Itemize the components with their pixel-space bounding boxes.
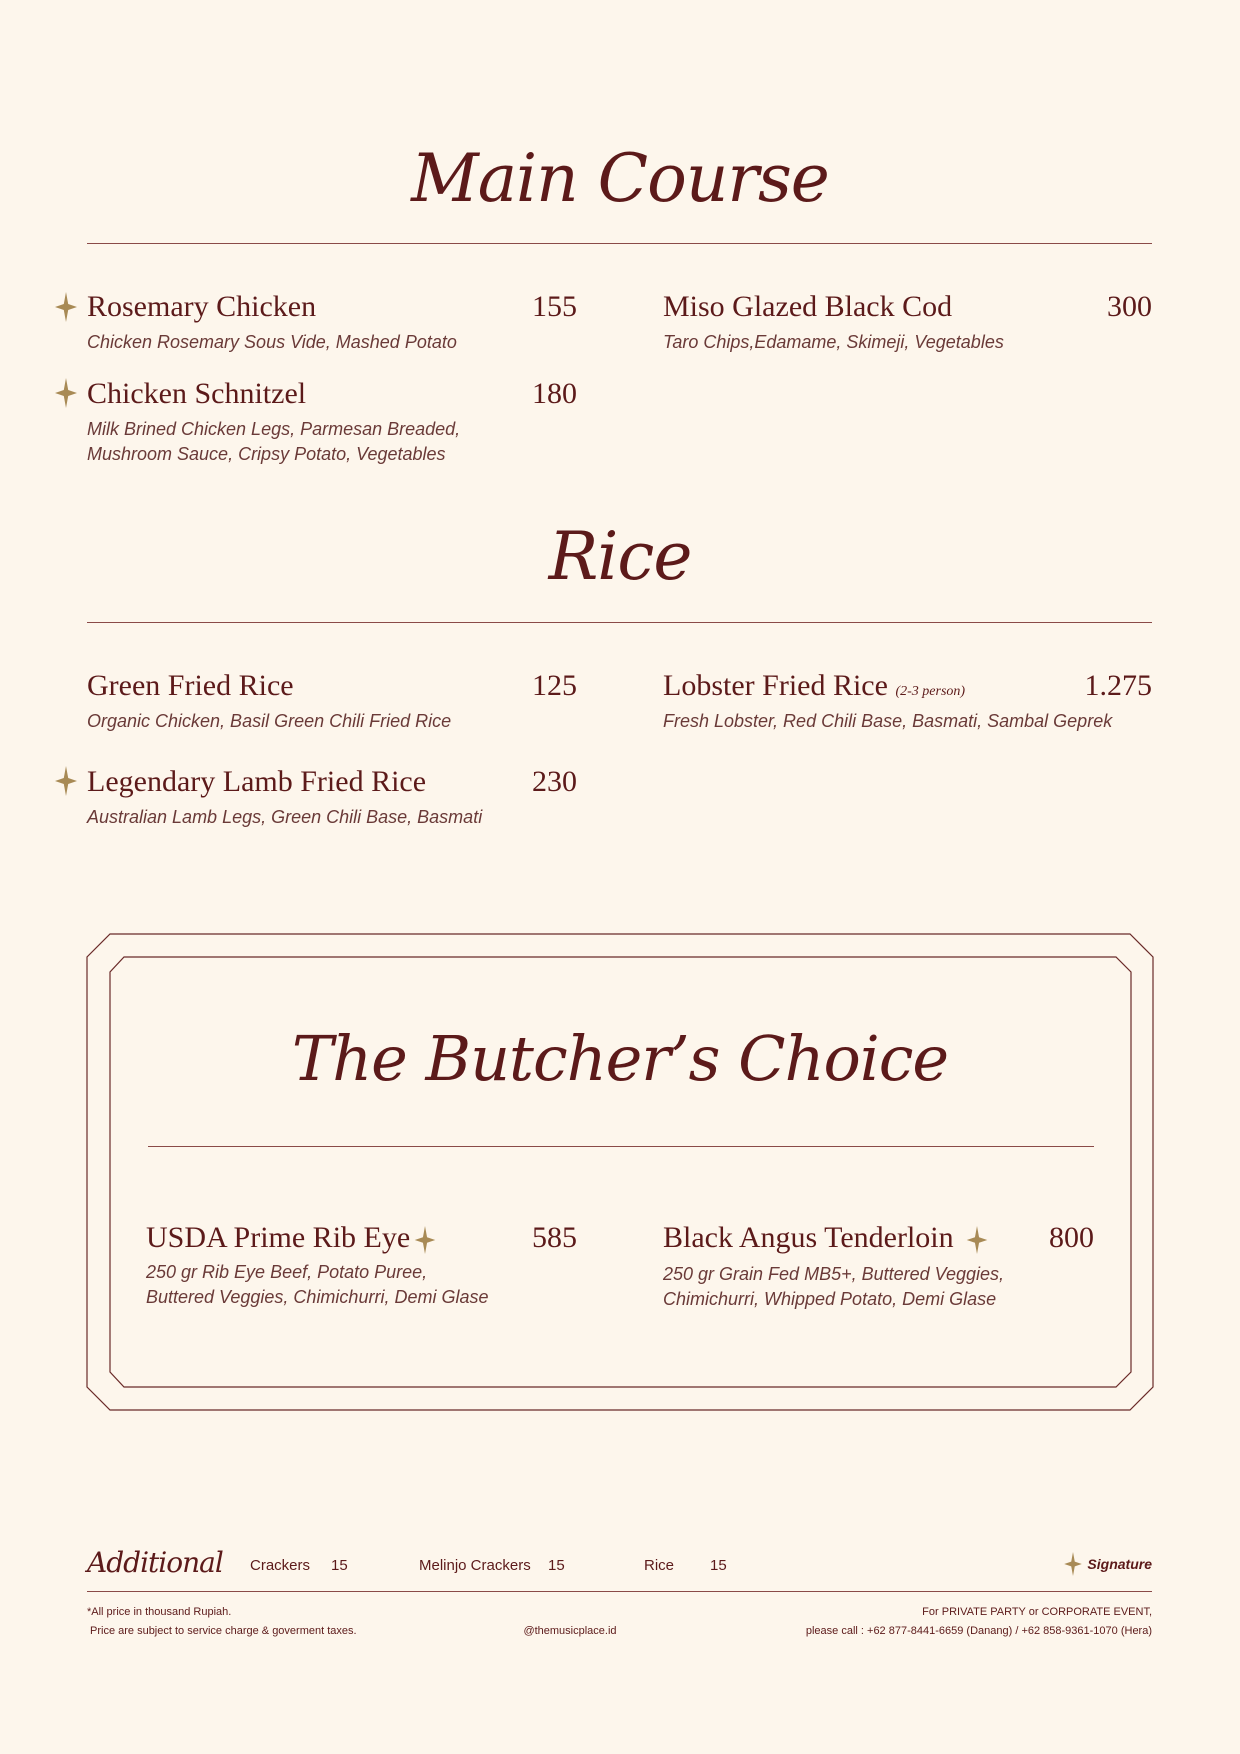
item-name: Rosemary Chicken bbox=[87, 290, 317, 323]
main-course-heading: Main Course bbox=[411, 140, 829, 217]
menu-item-green-fried-rice bbox=[87, 671, 577, 734]
item-price: 155 bbox=[532, 290, 577, 323]
item-price: 180 bbox=[532, 377, 577, 410]
menu-item-rosemary-chicken bbox=[87, 292, 577, 355]
item-description: Australian Lamb Legs, Green Chili Base, Basmati bbox=[87, 807, 483, 827]
butchers-choice-divider bbox=[148, 1146, 1094, 1147]
menu-item-black-angus-tenderloin bbox=[663, 1223, 1094, 1312]
additional-item-price: 15 bbox=[331, 1557, 348, 1574]
signature-star-icon bbox=[55, 378, 77, 408]
private-event-note: For PRIVATE PARTY or CORPORATE EVENT, bbox=[922, 1606, 1152, 1618]
item-price: 300 bbox=[1107, 290, 1152, 323]
footer-divider bbox=[87, 1591, 1152, 1592]
item-description: Taro Chips,Edamame, Skimeji, Vegetables bbox=[663, 332, 1004, 352]
item-description: Fresh Lobster, Red Chili Base, Basmati, Sambal Geprek bbox=[663, 711, 1113, 731]
item-name: Chicken Schnitzel bbox=[87, 377, 307, 410]
item-description: Chicken Rosemary Sous Vide, Mashed Potato bbox=[87, 332, 457, 352]
item-description: 250 gr Grain Fed MB5+, Buttered Veggies, bbox=[663, 1264, 1005, 1285]
tax-note: Price are subject to service charge & goverment taxes. bbox=[90, 1625, 357, 1637]
price-note: *All price in thousand Rupiah. bbox=[87, 1606, 232, 1618]
signature-star-icon bbox=[55, 766, 77, 796]
item-serving-note: (2-3 person) bbox=[895, 684, 966, 699]
item-name: Black Angus Tenderloin bbox=[663, 1221, 954, 1254]
menu-item-miso-glazed-black-cod bbox=[663, 292, 1152, 355]
menu-item-legendary-lamb-fried-rice bbox=[87, 767, 577, 830]
signature-star-icon bbox=[966, 1226, 988, 1254]
menu-item-chicken-schnitzel bbox=[87, 379, 577, 467]
item-price: 800 bbox=[1049, 1221, 1094, 1254]
item-name: USDA Prime Rib Eye bbox=[146, 1221, 411, 1254]
additional-item-price: 15 bbox=[710, 1557, 727, 1574]
rice-heading: Rice bbox=[548, 518, 692, 595]
item-price: 1.275 bbox=[1084, 669, 1152, 702]
signature-star-icon bbox=[1064, 1552, 1082, 1576]
item-price: 585 bbox=[532, 1221, 577, 1254]
additional-item-price: 15 bbox=[548, 1557, 565, 1574]
item-name: Green Fried Rice bbox=[87, 669, 294, 702]
item-description: 250 gr Rib Eye Beef, Potato Puree, bbox=[146, 1262, 428, 1283]
additional-item-name: Crackers bbox=[250, 1557, 311, 1574]
butchers-choice-heading: The Butcher’s Choice bbox=[291, 1022, 949, 1095]
item-name: Miso Glazed Black Cod bbox=[663, 290, 953, 323]
item-name: Lobster Fried Rice bbox=[663, 669, 888, 702]
item-description: Milk Brined Chicken Legs, Parmesan Breaded, bbox=[87, 419, 461, 439]
item-description: Organic Chicken, Basil Green Chili Fried Rice bbox=[87, 711, 452, 731]
additional-item-name: Melinjo Crackers bbox=[419, 1557, 531, 1574]
item-description: Chimichurri, Whipped Potato, Demi Glase bbox=[663, 1289, 997, 1310]
item-description: Mushroom Sauce, Cripsy Potato, Vegetables bbox=[87, 444, 446, 464]
additional-item-name: Rice bbox=[644, 1557, 675, 1574]
menu-item-usda-prime-rib-eye bbox=[146, 1223, 577, 1310]
item-price: 125 bbox=[532, 669, 577, 702]
main-course-divider bbox=[87, 243, 1152, 244]
item-description: Buttered Veggies, Chimichurri, Demi Glase bbox=[146, 1287, 489, 1308]
menu-item-lobster-fried-rice bbox=[663, 671, 1152, 734]
signature-legend-label: Signature bbox=[1087, 1556, 1152, 1572]
item-price: 230 bbox=[532, 765, 577, 798]
butchers-choice-frame bbox=[86, 933, 1154, 1411]
signature-legend bbox=[1064, 1552, 1152, 1576]
signature-star-icon bbox=[414, 1226, 436, 1254]
item-name: Legendary Lamb Fried Rice bbox=[87, 765, 427, 798]
additional-label: Additional bbox=[87, 1546, 223, 1579]
rice-divider bbox=[87, 622, 1152, 623]
signature-star-icon bbox=[55, 292, 77, 322]
social-handle: @themusicplace.id bbox=[523, 1625, 617, 1637]
contact-phone: please call : +62 877-8441-6659 (Danang) / +62 858-9361-1070 (Hera) bbox=[805, 1625, 1152, 1637]
